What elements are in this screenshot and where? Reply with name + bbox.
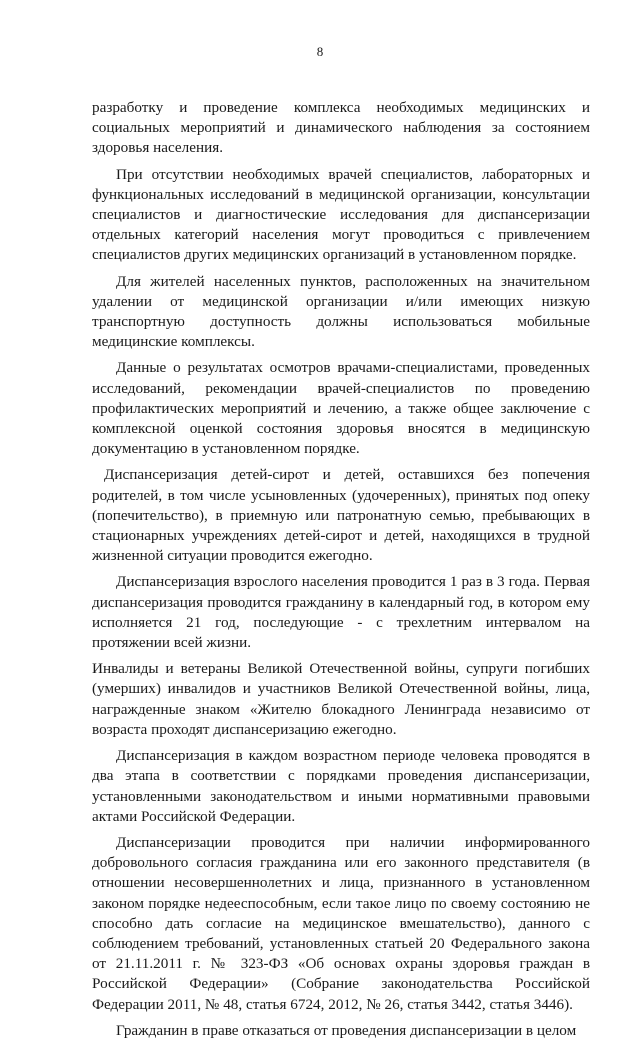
paragraph-8: Диспансеризация в каждом возрастном периоде человека проводятся в два этапа в соответствии с порядками проведения диспансеризации, установленными законодательством и иными нормативными правовыми актами Российской Федерации. [92,747,590,825]
paragraph-3: Для жителей населенных пунктов, расположенных на значительном удалении от медицинской организации и/или имеющих низкую транспортную доступность должны использоваться мобильные медицинские комплексы. [92,272,590,351]
paragraph-1: разработку и проведение комплекса необходимых медицинских и социальных мероприятий и динамического наблюдения за состоянием здоровья населения. [92,99,590,157]
paragraph-10: Гражданин в праве отказаться от проведения диспансеризации в целом [116,1021,577,1039]
page-number: 8 [316,44,324,59]
paragraph-5: Диспансеризация детей-сирот и детей, оставшихся без попечения родителей, в том числе усыновленных (удочеренных), принятых под опеку (попечительство), в приемную или патронатную семью, пребывающих в стационарных учреждениях детей-сирот и детей, находящихся в трудной жизненной ситуации проводится ежегодно. [92,466,590,565]
paragraph-7: Инвалиды и ветераны Великой Отечественной войны, супруги погибших (умерших) инвалидов и участников Великой Отечественной войны, лица, награжденные знаком «Жителю блокадного Ленинграда независимо от возраста проходят диспансеризацию ежегодно. [92,660,590,738]
paragraph-2: При отсутствии необходимых врачей специалистов, лабораторных и функциональных исследований в медицинской организации, консультации специалистов и диагностические исследования для диспансеризации отдельных категорий населения могут проводиться с привлечением специалистов других медицинских организаций в установленном порядке. [92,165,590,264]
paragraph-9: Диспансеризации проводится при наличии информированного добровольного согласия гражданина или его законного представителя (в отношении несовершеннолетних и лица, признанного в установленном законом порядке недееспособным, если такое лицо по своему состоянию не способно дать согласие на медицинское вмешательство), данного с соблюдением требований, установленных статьей 20 Федерального закона от 21.11.2011 г. № 323-ФЗ «Об основах охраны здоровья граждан в Российской Федерации» (Собрание законодательства Российской Федерации 2011, № 48, статья 6724, 2012, № 26, статья 3442, статья 3446). [92,833,590,1013]
paragraph-4: Данные о результатах осмотров врачами-специалистами, проведенных исследований, рекомендации врачей-специалистов по проведению профилактических мероприятий и лечению, а также общее заключение с комплексной оценкой состояния здоровья вносятся в медицинскую документацию в установленном порядке. [92,359,590,458]
paragraph-6: Диспансеризация взрослого населения проводится 1 раз в 3 года. Первая диспансеризация проводится гражданину в календарный год, в котором ему исполняется 21 год, последующие - с трехлетним интервалом на протяжении всей жизни. [92,573,590,652]
